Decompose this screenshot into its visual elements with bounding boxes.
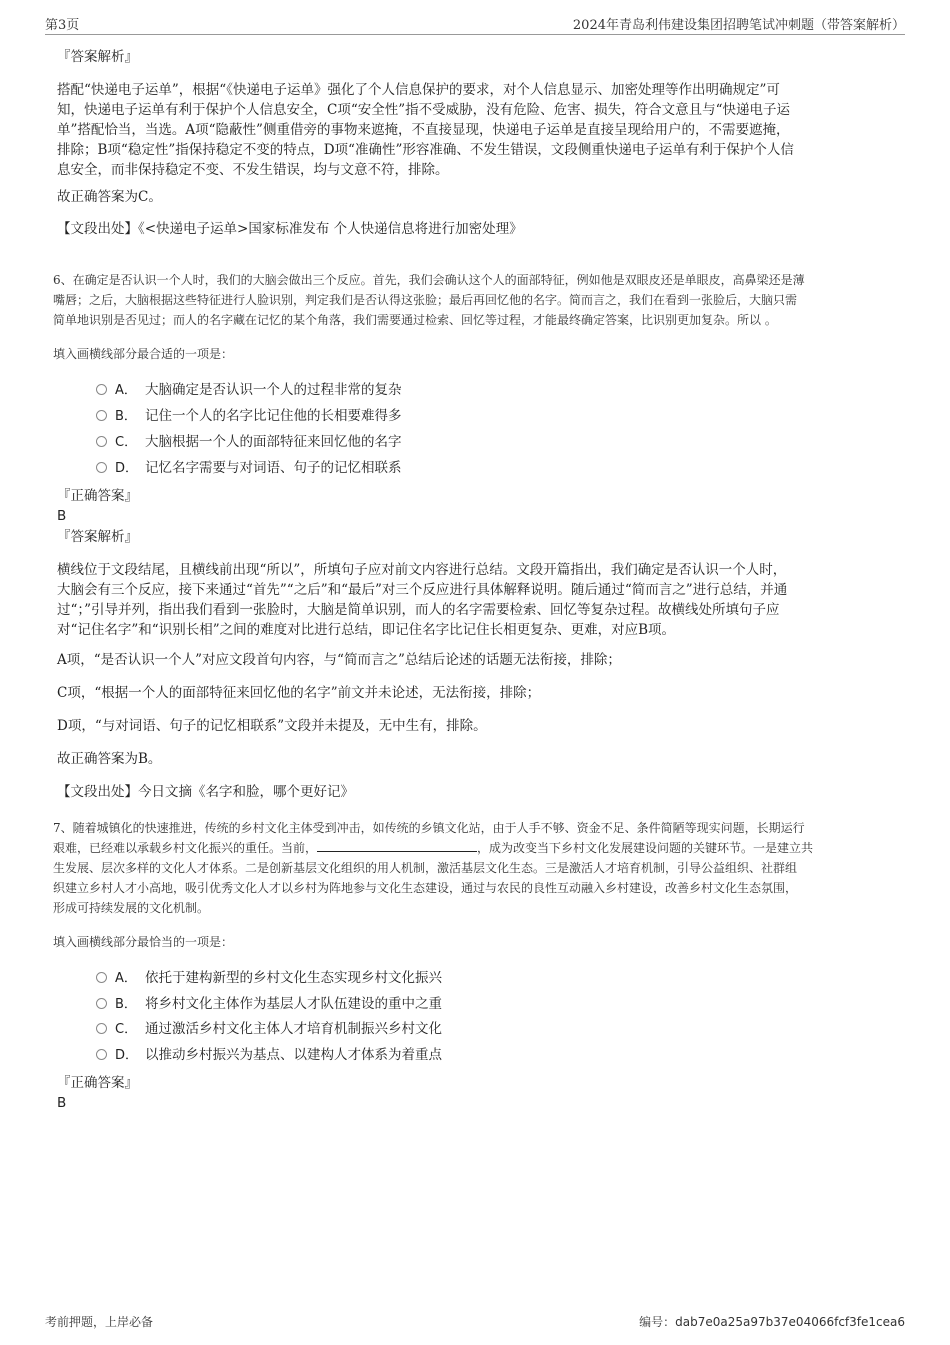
q7-option-a[interactable]: A． 依托于建构新型的乡村文化生态实现乡村文化振兴: [96, 967, 442, 989]
q6-option-c[interactable]: C． 大脑根据一个人的面部特征来回忆他的名字: [96, 431, 402, 453]
q6-conclusion: 故正确答案为B。: [57, 751, 162, 767]
radio-icon[interactable]: [96, 436, 107, 447]
page-header: [45, 14, 905, 35]
footer-code: 编号：dab7e0a25a97b37e04066fcf3fe1cea6: [639, 1315, 905, 1329]
radio-icon[interactable]: [96, 1049, 107, 1060]
footer-slogan: 考前押题，上岸必备: [45, 1315, 154, 1329]
q7-stem-line: 形成可持续发展的文化机制。: [53, 901, 210, 915]
q7-option-c[interactable]: C． 通过激活乡村文化主体人才培育机制振兴乡村文化: [96, 1018, 442, 1040]
q6-analysis-line: 大脑会有三个反应，接下来通过“首先”“之后”和“最后”对三个反应进行具体解释说明。随后通过“简而言之”进行总结，并通: [57, 582, 788, 598]
page-number: 第3页: [45, 18, 80, 33]
q6-stem-line: 简单地识别是否见过；而人的名字藏在记忆的某个角落，我们需要通过检索、回忆等过程，才能最终确定答案，比识别更加复杂。所以 。: [53, 313, 777, 327]
q6-stem-line: 嘴唇；之后，大脑根据这些特征进行人脸识别，判定我们是否认得这张脸；最后再回忆他的名字。简而言之，我们在看到一张脸后，大脑只需: [53, 293, 798, 307]
q7-answer: B: [57, 1095, 67, 1111]
q6-option-a[interactable]: A． 大脑确定是否认识一个人的过程非常的复杂: [96, 379, 402, 401]
q6-analysis-label: 『答案解析』: [57, 529, 138, 545]
q5-conclusion: 故正确答案为C。: [57, 189, 162, 205]
q6-option-a-note: A项，“是否认识一个人”对应文段首句内容，与“简而言之”总结后论述的话题无法衔接，排除；: [57, 652, 621, 668]
radio-icon[interactable]: [96, 410, 107, 421]
q6-analysis-line: 过“；”引导并列，指出我们看到一张脸时，大脑是简单识别，而人的名字需要检索、回忆等复杂过程。故横线处所填句子应: [57, 602, 780, 618]
q6-analysis: [57, 560, 887, 640]
q5-analysis-line: 排除；B项“稳定性”指保持稳定不变的特点，D项“准确性”形容准确、不发生错误，文段侧重快递电子运单有利于保护个人信: [57, 142, 794, 158]
q7-stem-line: 生发展、层次多样的文化人才体系。二是创新基层文化组织的用人机制，激活基层文化生态。三是激活人才培育机制，引导公益组织、社群组: [53, 861, 798, 875]
radio-icon[interactable]: [96, 1023, 107, 1034]
document-title: 2024年青岛利伟建设集团招聘笔试冲刺题（带答案解析）: [572, 18, 905, 33]
q7-stem-line: 织建立乡村人才小高地，吸引优秀文化人才以乡村为阵地参与文化生态建设，通过与农民的良性互动融入乡村建设，改善乡村文化生态氛围，: [53, 881, 798, 895]
q5-analysis-label: 『答案解析』: [57, 49, 138, 65]
q5-analysis-line: 知，快递电子运单有利于保护个人信息安全，C项“安全性”指不受威胁，没有危险、危害、损失，符合文意且与“快递电子运: [57, 102, 791, 118]
q7-answer-label: 『正确答案』: [57, 1075, 138, 1091]
q7-stem-line: 艰难，已经难以承载乡村文化振兴的重任。当前， ，成为改变当下乡村文化发展建设问题的关键环节。一是建立共: [53, 841, 814, 855]
q5-analysis: [57, 80, 887, 180]
radio-icon[interactable]: [96, 384, 107, 395]
q6-answer-label: 『正确答案』: [57, 488, 138, 504]
q7-stem-line: 7、随着城镇化的快速推进，传统的乡村文化主体受到冲击，如传统的乡镇文化站，由于人手不够、资金不足、条件简陋等现实问题，长期运行: [53, 821, 805, 835]
radio-icon[interactable]: [96, 972, 107, 983]
q5-source: 【文段出处】《<快递电子运单>国家标准发布 个人快递信息将进行加密处理》: [57, 221, 523, 237]
fill-in-blank: [317, 839, 477, 852]
q6-analysis-line: 横线位于文段结尾，且横线前出现“所以”，所填句子应对前文内容进行总结。文段开篇指出，我们确定是否认识一个人时，: [57, 562, 787, 578]
q5-analysis-line: 搭配“快递电子运单”，根据“《快递电子运单》强化了个人信息保护的要求，对个人信息显示、加密处理等作出明确规定”可: [57, 82, 780, 98]
q6-stem-line: 6、在确定是否认识一个人时，我们的大脑会做出三个反应。首先，我们会确认这个人的面部特征，例如他是双眼皮还是单眼皮，高鼻梁还是薄: [53, 273, 805, 287]
radio-icon[interactable]: [96, 462, 107, 473]
q7-option-b[interactable]: B． 将乡村文化主体作为基层人才队伍建设的重中之重: [96, 993, 442, 1015]
q6-source: 【文段出处】今日文摘《名字和脸，哪个更好记》: [57, 784, 354, 800]
q7-stem: [53, 818, 893, 918]
q6-option-c-note: C项，“根据一个人的面部特征来回忆他的名字”前文并未论述，无法衔接，排除；: [57, 685, 541, 701]
q6-answer: B: [57, 508, 67, 524]
q6-stem: [53, 270, 893, 330]
q7-prompt: 填入画横线部分最恰当的一项是：: [53, 935, 234, 949]
q5-analysis-line: 单”搭配恰当，当选。A项“隐蔽性”侧重借旁的事物来遮掩，不直接显现，快递电子运单是直接呈现给用户的，不需要遮掩，: [57, 122, 790, 138]
q6-option-d-note: D项，“与对词语、句子的记忆相联系”文段并未提及，无中生有，排除。: [57, 718, 487, 734]
radio-icon[interactable]: [96, 998, 107, 1009]
q7-option-d[interactable]: D． 以推动乡村振兴为基点、以建构人才体系为着重点: [96, 1044, 442, 1066]
q6-prompt: 填入画横线部分最合适的一项是：: [53, 347, 234, 361]
q6-option-b[interactable]: B． 记住一个人的名字比记住他的长相要难得多: [96, 405, 402, 427]
q6-option-d[interactable]: D． 记忆名字需要与对词语、句子的记忆相联系: [96, 457, 402, 479]
q5-analysis-line: 息安全，而非保持稳定不变、不发生错误，均与文意不符，排除。: [57, 162, 449, 178]
q6-analysis-line: 对“记住名字”和“识别长相”之间的难度对比进行总结，即记住名字比记住长相更复杂、更难，对应B项。: [57, 622, 676, 638]
